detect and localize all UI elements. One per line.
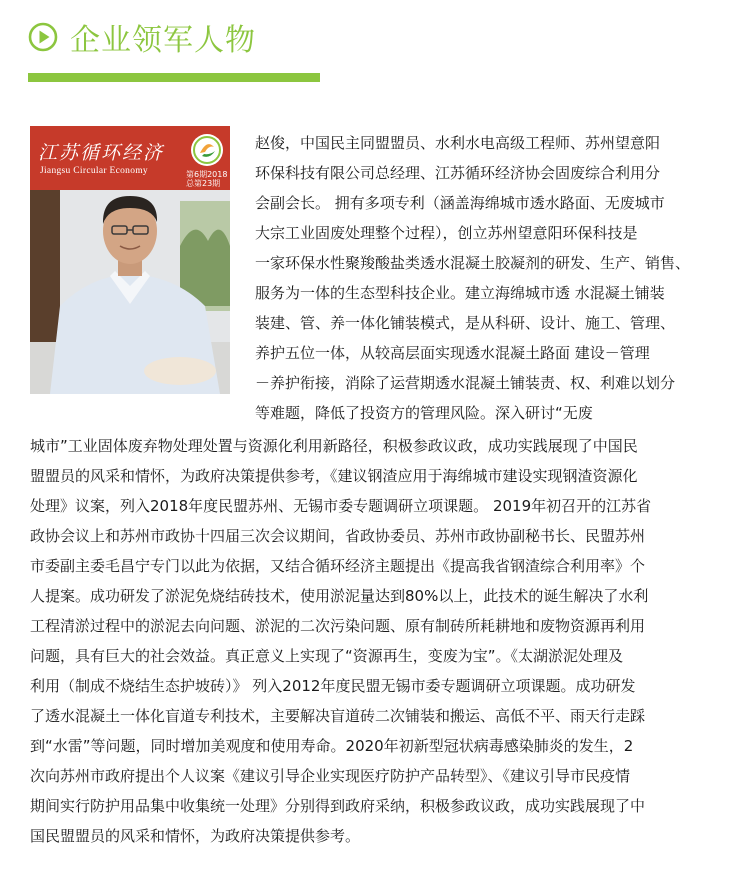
article-line: 到“水雷”等问题，同时增加美观度和使用寿命。2020年初新型冠状病毒感染肺炎的发生，2 <box>30 737 634 755</box>
article-line: 装建、管、养一体化铺装模式，是从科研、设计、施工、管理、 <box>255 314 676 332</box>
article-line: 大宗工业固废处理整个过程），创立苏州望意阳环保科技是 <box>255 224 638 242</box>
section-title: 企业领军人物 <box>70 23 256 58</box>
article-line: 会副会长。 拥有多项专利（涵盖海绵城市透水路面、无废城市 <box>255 194 665 212</box>
article-line: 盟盟员的风采和情怀，为政府决策提供参考，《建议钢渣应用于海绵城市建设实现钢渣资源化 <box>30 467 638 485</box>
cover-issue-total: 总第23期 <box>186 179 221 188</box>
article-line: 等难题，降低了投资方的管理风险。深入研讨“无废 <box>255 404 593 422</box>
article-line: 人提案。成功研发了淤泥免烧结砖技术，使用淤泥量达到80%以上，此技术的诞生解决了水利 <box>30 587 649 605</box>
cover-title: 江苏循环经济 <box>38 142 165 164</box>
cover-subtitle: Jiangsu Circular Economy <box>40 166 148 176</box>
article-line: 国民盟盟员的风采和情怀，为政府决策提供参考。 <box>30 827 361 845</box>
article-line: 赵俊，中国民主同盟盟员、水利水电高级工程师、苏州望意阳 <box>255 134 661 152</box>
article-line: 处理》议案，列入2018年度民盟苏州、无锡市委专题调研立项课题。 2019年初召开的江苏省 <box>30 497 652 515</box>
article-line: 政协会议上和苏州市政协十四届三次会议期间，省政协委员、苏州市政协副秘书长、民盟苏州 <box>30 527 646 545</box>
article-line: 利用（制成不烧结生态护坡砖）》 列入2012年度民盟无锡市委专题调研立项课题。成功研发 <box>30 677 636 695</box>
article-line: －养护衔接，消除了运营期透水混凝土铺装责、权、利难以划分 <box>255 374 676 392</box>
article-line: 问题，具有巨大的社会效益。真正意义上实现了“资源再生，变废为宝”。《太湖淤泥处理及 <box>30 647 624 665</box>
article-line: 服务为一体的生态型科技企业。建立海绵城市透 水混凝土铺装 <box>255 284 665 302</box>
article-line: 工程清淤过程中的淤泥去向问题、淤泥的二次污染问题、原有制砖所耗耕地和废物资源再利用 <box>30 617 646 635</box>
article-line: 市委副主委毛昌宁专门以此为依据，又结合循环经济主题提出《提高我省钢渣综合利用率》个 <box>30 557 646 575</box>
article-line: 期间实行防护用品集中收集统一处理》分别得到政府采纳，积极参政议政，成功实践展现了中 <box>30 797 646 815</box>
article-line: 环保科技有限公司总经理、江苏循环经济协会固废综合利用分 <box>255 164 661 182</box>
article-line: 城市”工业固体废弃物处理处置与资源化利用新路径，积极参政议政，成功实践展现了中国民 <box>30 437 638 455</box>
article-line: 一家环保水性聚羧酸盐类透水混凝土胶凝剂的研发、生产、销售、 <box>255 254 691 272</box>
article-line: 养护五位一体，从较高层面实现透水混凝土路面 建设－管理 <box>255 344 650 362</box>
article-line: 次向苏州市政府提出个人议案《建议引导企业实现医疗防护产品转型》、《建议引导市民疫情 <box>30 767 631 785</box>
article-line: 了透水混凝土一体化盲道专利技术，主要解决盲道砖二次铺装和搬运、高低不平、雨天行走踩 <box>30 707 646 725</box>
cover-issue-number: 第6期2018 <box>186 170 228 179</box>
